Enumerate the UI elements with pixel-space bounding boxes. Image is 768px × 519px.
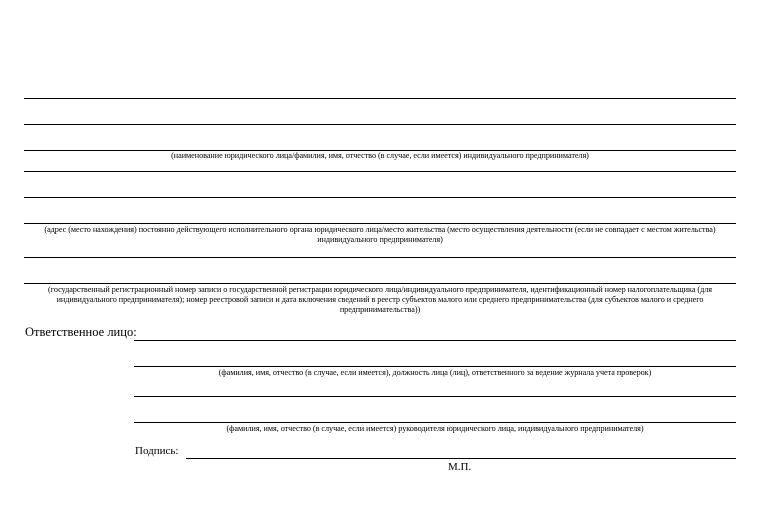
responsible-line-2[interactable]: [134, 366, 736, 367]
registration-line-2[interactable]: [24, 283, 736, 284]
registration-line-1[interactable]: [24, 257, 736, 258]
head-line-1[interactable]: [134, 396, 736, 397]
responsible-line-1[interactable]: [134, 340, 736, 341]
org-name-caption: (наименование юридического лица/фамилия, имя, отчество (в случае, если имеется) индивидуального предпринимателя): [171, 151, 589, 160]
address-line-1[interactable]: [24, 171, 736, 172]
registration-caption: (государственный регистрационный номер записи о государственной регистрации юридического лица/индивидуального предпринимателя, идентификационный номер налогоплательщика (для индивидуального предпринимателя); номер реестровой записи и дата включения сведений в реестр субъектов малого или среднего предпринимательства (для субъектов малого и среднего предпринимательства)): [48, 285, 712, 314]
address-line-3[interactable]: [24, 223, 736, 224]
address-line-2[interactable]: [24, 197, 736, 198]
org-name-line-1[interactable]: [24, 98, 736, 99]
head-caption: (фамилия, имя, отчество (в случае, если имеется) руководителя юридического лица, индивидуального предпринимателя): [226, 424, 644, 433]
org-name-line-2[interactable]: [24, 124, 736, 125]
signature-label: Подпись:: [135, 445, 179, 457]
signature-line[interactable]: [186, 458, 736, 459]
responsible-label: Ответственное лицо:: [25, 325, 137, 339]
address-caption: (адрес (место нахождения) постоянно действующего исполнительного органа юридического лица/место жительства (место осуществления деятельности (если не совпадает с местом жительства) индивидуального предпринимателя): [44, 225, 716, 244]
head-line-2[interactable]: [134, 422, 736, 423]
responsible-caption: (фамилия, имя, отчество (в случае, если имеется), должность лица (лиц), ответственного за ведение журнала учета проверок): [218, 368, 652, 377]
stamp-label: М.П.: [448, 461, 472, 473]
